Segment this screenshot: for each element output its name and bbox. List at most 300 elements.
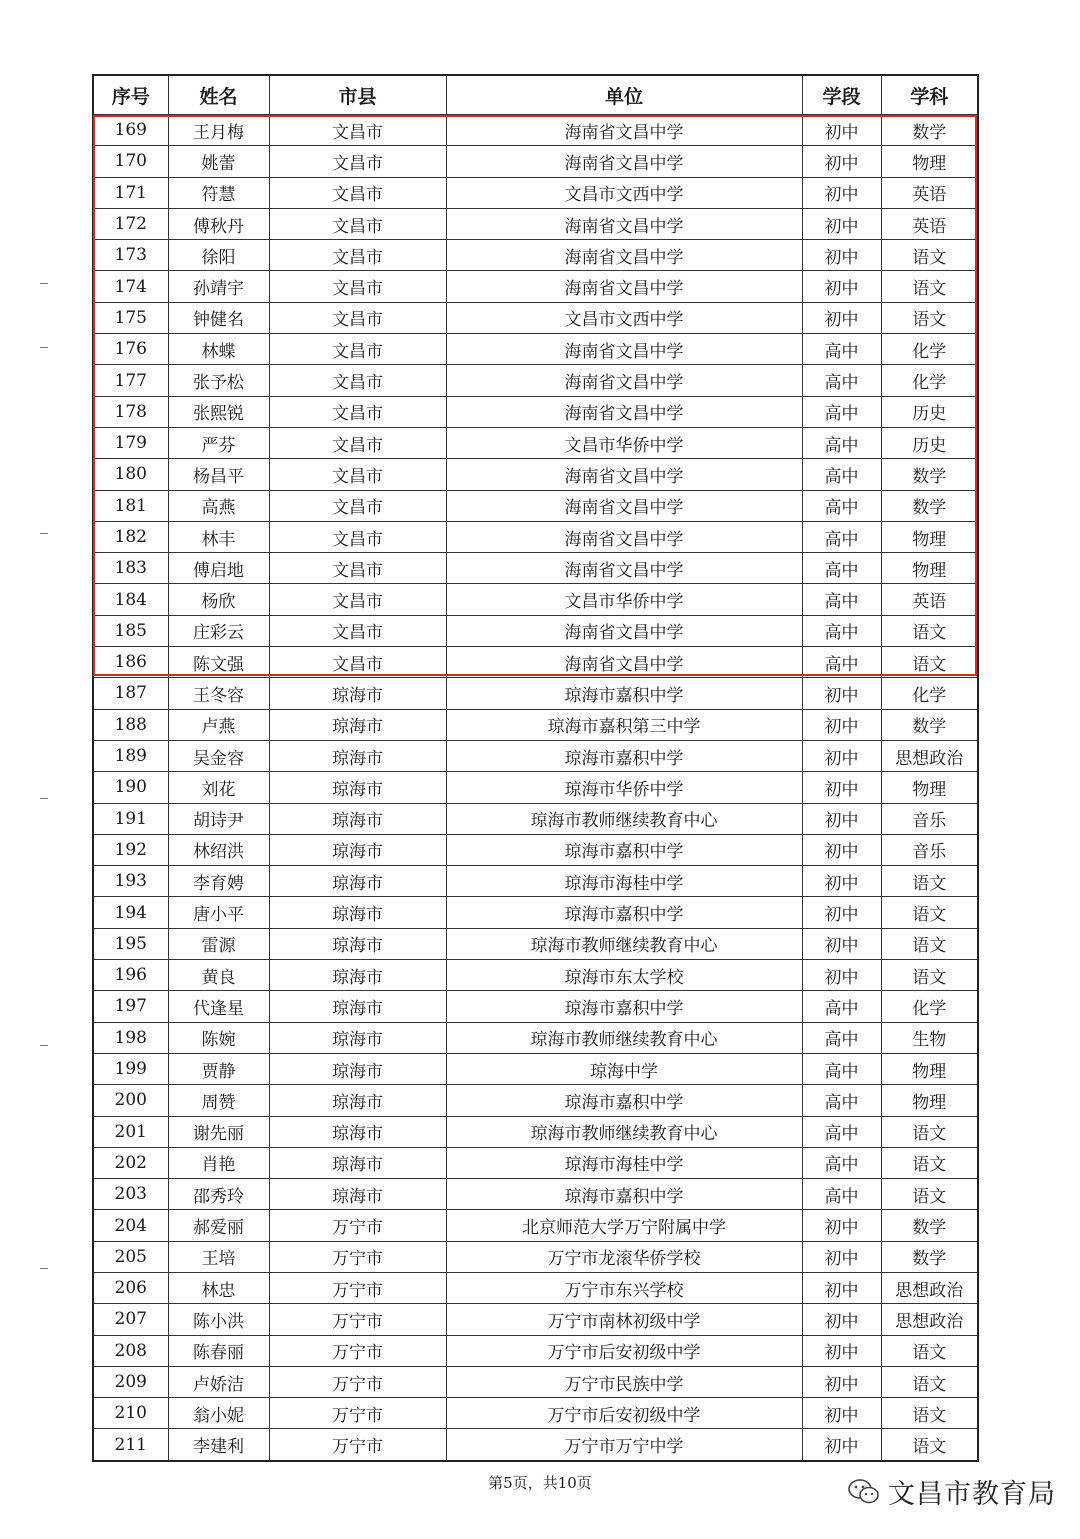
city-cell: 琼海市 <box>269 1116 446 1147</box>
table-row <box>93 1147 978 1178</box>
name-cell: 唐小平 <box>168 897 269 928</box>
unit-cell: 万宁市龙滚华侨学校 <box>446 1241 802 1272</box>
table-row <box>93 866 978 897</box>
subject-cell: 英语 <box>881 208 978 239</box>
stage-cell: 高中 <box>802 459 881 490</box>
unit-cell: 海南省文昌中学 <box>446 490 802 521</box>
table-row <box>93 772 978 803</box>
city-cell: 琼海市 <box>269 928 446 959</box>
stage-cell: 初中 <box>802 1304 881 1335</box>
page-number: 第5页，共10页 <box>488 1474 592 1492</box>
name-cell: 傅启地 <box>168 553 269 584</box>
name-cell: 庄彩云 <box>168 615 269 646</box>
city-cell: 琼海市 <box>269 897 446 928</box>
city-cell: 琼海市 <box>269 960 446 991</box>
subject-cell: 数学 <box>881 459 978 490</box>
stage-cell: 高中 <box>802 427 881 458</box>
stage-cell: 初中 <box>802 1429 881 1461</box>
unit-cell: 万宁市后安初级中学 <box>446 1398 802 1429</box>
city-cell: 万宁市 <box>269 1429 446 1461</box>
city-cell: 万宁市 <box>269 1272 446 1303</box>
unit-cell: 琼海市嘉积第三中学 <box>446 709 802 740</box>
serial-number-cell: 210 <box>93 1398 168 1429</box>
name-cell: 翁小妮 <box>168 1398 269 1429</box>
serial-number-cell: 202 <box>93 1147 168 1178</box>
unit-cell: 琼海市教师继续教育中心 <box>446 803 802 834</box>
subject-cell: 语文 <box>881 1147 978 1178</box>
table-row <box>93 240 978 271</box>
unit-cell: 琼海中学 <box>446 1053 802 1084</box>
subject-cell: 语文 <box>881 960 978 991</box>
unit-cell: 文昌市华侨中学 <box>446 584 802 615</box>
name-cell: 陈春丽 <box>168 1335 269 1366</box>
table-row <box>93 271 978 302</box>
subject-cell: 语文 <box>881 271 978 302</box>
header-cell: 单位 <box>446 75 802 115</box>
name-cell: 林蝶 <box>168 334 269 365</box>
subject-cell: 思想政治 <box>881 1272 978 1303</box>
name-cell: 傅秋丹 <box>168 208 269 239</box>
subject-cell: 数学 <box>881 115 978 146</box>
stage-cell: 初中 <box>802 271 881 302</box>
subject-cell: 物理 <box>881 772 978 803</box>
table-row <box>93 960 978 991</box>
unit-cell: 琼海市嘉积中学 <box>446 834 802 865</box>
serial-number-cell: 172 <box>93 208 168 239</box>
table-row <box>93 177 978 208</box>
subject-cell: 生物 <box>881 1022 978 1053</box>
serial-number-cell: 187 <box>93 678 168 709</box>
name-cell: 卢娇洁 <box>168 1366 269 1397</box>
table-row <box>93 615 978 646</box>
table-row <box>93 834 978 865</box>
unit-cell: 琼海市海桂中学 <box>446 1147 802 1178</box>
name-cell: 吴金容 <box>168 740 269 771</box>
subject-cell: 物理 <box>881 553 978 584</box>
stage-cell: 初中 <box>802 146 881 177</box>
city-cell: 琼海市 <box>269 678 446 709</box>
serial-number-cell: 192 <box>93 834 168 865</box>
name-cell: 雷源 <box>168 928 269 959</box>
unit-cell: 琼海市嘉积中学 <box>446 678 802 709</box>
name-cell: 刘花 <box>168 772 269 803</box>
unit-cell: 海南省文昌中学 <box>446 208 802 239</box>
subject-cell: 语文 <box>881 1366 978 1397</box>
table-row <box>93 678 978 709</box>
table-row <box>93 334 978 365</box>
serial-number-cell: 199 <box>93 1053 168 1084</box>
unit-cell: 琼海市海桂中学 <box>446 866 802 897</box>
unit-cell: 琼海市东太学校 <box>446 960 802 991</box>
table-row <box>93 1179 978 1210</box>
serial-number-cell: 195 <box>93 928 168 959</box>
stage-cell: 初中 <box>802 1210 881 1241</box>
city-cell: 万宁市 <box>269 1210 446 1241</box>
scan-mark <box>40 283 48 284</box>
subject-cell: 语文 <box>881 1116 978 1147</box>
city-cell: 万宁市 <box>269 1335 446 1366</box>
name-cell: 王培 <box>168 1241 269 1272</box>
city-cell: 万宁市 <box>269 1241 446 1272</box>
unit-cell: 文昌市文西中学 <box>446 177 802 208</box>
stage-cell: 高中 <box>802 553 881 584</box>
subject-cell: 音乐 <box>881 803 978 834</box>
city-cell: 文昌市 <box>269 427 446 458</box>
name-cell: 林丰 <box>168 521 269 552</box>
subject-cell: 思想政治 <box>881 740 978 771</box>
table-row <box>93 1304 978 1335</box>
name-cell: 周赞 <box>168 1085 269 1116</box>
subject-cell: 物理 <box>881 521 978 552</box>
stage-cell: 初中 <box>802 1335 881 1366</box>
stage-cell: 初中 <box>802 115 881 146</box>
subject-cell: 化学 <box>881 678 978 709</box>
stage-cell: 高中 <box>802 1085 881 1116</box>
table-row <box>93 1241 978 1272</box>
header-cell: 序号 <box>93 75 168 115</box>
stage-cell: 高中 <box>802 991 881 1022</box>
serial-number-cell: 177 <box>93 365 168 396</box>
unit-cell: 万宁市后安初级中学 <box>446 1335 802 1366</box>
subject-cell: 语文 <box>881 1179 978 1210</box>
stage-cell: 初中 <box>802 866 881 897</box>
table-row <box>93 1085 978 1116</box>
stage-cell: 初中 <box>802 177 881 208</box>
stage-cell: 高中 <box>802 396 881 427</box>
stage-cell: 初中 <box>802 897 881 928</box>
city-cell: 文昌市 <box>269 271 446 302</box>
wechat-icon <box>848 1478 880 1506</box>
table-row <box>93 396 978 427</box>
serial-number-cell: 186 <box>93 647 168 678</box>
city-cell: 文昌市 <box>269 459 446 490</box>
table-row <box>93 1210 978 1241</box>
table-row <box>93 208 978 239</box>
watermark-text: 文昌市教育局 <box>888 1479 1056 1510</box>
serial-number-cell: 179 <box>93 427 168 458</box>
name-cell: 钟健名 <box>168 302 269 333</box>
unit-cell: 琼海市教师继续教育中心 <box>446 1022 802 1053</box>
unit-cell: 海南省文昌中学 <box>446 396 802 427</box>
serial-number-cell: 170 <box>93 146 168 177</box>
table-row <box>93 1053 978 1084</box>
name-cell: 王月梅 <box>168 115 269 146</box>
table-row <box>93 365 978 396</box>
name-cell: 卢燕 <box>168 709 269 740</box>
stage-cell: 高中 <box>802 1179 881 1210</box>
name-cell: 陈婉 <box>168 1022 269 1053</box>
subject-cell: 语文 <box>881 866 978 897</box>
name-cell: 林忠 <box>168 1272 269 1303</box>
header-cell: 市县 <box>269 75 446 115</box>
header-cell: 姓名 <box>168 75 269 115</box>
table-row <box>93 115 978 146</box>
subject-cell: 历史 <box>881 427 978 458</box>
table-row <box>93 991 978 1022</box>
stage-cell: 高中 <box>802 615 881 646</box>
city-cell: 琼海市 <box>269 1179 446 1210</box>
unit-cell: 琼海市华侨中学 <box>446 772 802 803</box>
city-cell: 琼海市 <box>269 834 446 865</box>
serial-number-cell: 211 <box>93 1429 168 1461</box>
city-cell: 琼海市 <box>269 1147 446 1178</box>
serial-number-cell: 182 <box>93 521 168 552</box>
city-cell: 万宁市 <box>269 1366 446 1397</box>
table-row <box>93 1429 978 1461</box>
name-cell: 林绍洪 <box>168 834 269 865</box>
name-cell: 李育娉 <box>168 866 269 897</box>
stage-cell: 初中 <box>802 1272 881 1303</box>
subject-cell: 英语 <box>881 177 978 208</box>
stage-cell: 初中 <box>802 740 881 771</box>
table-row <box>93 709 978 740</box>
subject-cell: 语文 <box>881 302 978 333</box>
serial-number-cell: 174 <box>93 271 168 302</box>
unit-cell: 海南省文昌中学 <box>446 146 802 177</box>
serial-number-cell: 181 <box>93 490 168 521</box>
city-cell: 文昌市 <box>269 396 446 427</box>
serial-number-cell: 196 <box>93 960 168 991</box>
table-row <box>93 928 978 959</box>
scan-mark <box>40 533 48 534</box>
city-cell: 文昌市 <box>269 553 446 584</box>
stage-cell: 初中 <box>802 709 881 740</box>
name-cell: 肖艳 <box>168 1147 269 1178</box>
serial-number-cell: 173 <box>93 240 168 271</box>
city-cell: 文昌市 <box>269 177 446 208</box>
stage-cell: 初中 <box>802 960 881 991</box>
city-cell: 琼海市 <box>269 709 446 740</box>
stage-cell: 高中 <box>802 1116 881 1147</box>
table-row <box>93 427 978 458</box>
scan-mark <box>40 347 48 348</box>
serial-number-cell: 198 <box>93 1022 168 1053</box>
name-cell: 杨昌平 <box>168 459 269 490</box>
subject-cell: 物理 <box>881 1053 978 1084</box>
serial-number-cell: 209 <box>93 1366 168 1397</box>
unit-cell: 文昌市华侨中学 <box>446 427 802 458</box>
subject-cell: 物理 <box>881 146 978 177</box>
subject-cell: 数学 <box>881 709 978 740</box>
stage-cell: 初中 <box>802 772 881 803</box>
serial-number-cell: 206 <box>93 1272 168 1303</box>
stage-cell: 初中 <box>802 834 881 865</box>
city-cell: 琼海市 <box>269 803 446 834</box>
unit-cell: 海南省文昌中学 <box>446 365 802 396</box>
unit-cell: 万宁市东兴学校 <box>446 1272 802 1303</box>
stage-cell: 初中 <box>802 1398 881 1429</box>
subject-cell: 语文 <box>881 615 978 646</box>
serial-number-cell: 194 <box>93 897 168 928</box>
name-cell: 徐阳 <box>168 240 269 271</box>
table-body <box>93 115 978 1461</box>
city-cell: 万宁市 <box>269 1304 446 1335</box>
city-cell: 文昌市 <box>269 647 446 678</box>
name-cell: 陈文强 <box>168 647 269 678</box>
unit-cell: 海南省文昌中学 <box>446 615 802 646</box>
unit-cell: 海南省文昌中学 <box>446 647 802 678</box>
table-row <box>93 521 978 552</box>
subject-cell: 物理 <box>881 1085 978 1116</box>
city-cell: 文昌市 <box>269 334 446 365</box>
table-row <box>93 553 978 584</box>
subject-cell: 语文 <box>881 1335 978 1366</box>
serial-number-cell: 184 <box>93 584 168 615</box>
subject-cell: 数学 <box>881 1210 978 1241</box>
stage-cell: 初中 <box>802 240 881 271</box>
city-cell: 琼海市 <box>269 991 446 1022</box>
table-row <box>93 1116 978 1147</box>
stage-cell: 高中 <box>802 365 881 396</box>
stage-cell: 初中 <box>802 803 881 834</box>
serial-number-cell: 169 <box>93 115 168 146</box>
unit-cell: 万宁市万宁中学 <box>446 1429 802 1461</box>
name-cell: 王冬容 <box>168 678 269 709</box>
subject-cell: 语文 <box>881 1429 978 1461</box>
subject-cell: 历史 <box>881 396 978 427</box>
unit-cell: 琼海市嘉积中学 <box>446 1085 802 1116</box>
table-row <box>93 302 978 333</box>
name-cell: 胡诗尹 <box>168 803 269 834</box>
name-cell: 姚蕾 <box>168 146 269 177</box>
serial-number-cell: 188 <box>93 709 168 740</box>
serial-number-cell: 180 <box>93 459 168 490</box>
serial-number-cell: 178 <box>93 396 168 427</box>
unit-cell: 海南省文昌中学 <box>446 334 802 365</box>
city-cell: 琼海市 <box>269 1053 446 1084</box>
city-cell: 琼海市 <box>269 1085 446 1116</box>
unit-cell: 琼海市教师继续教育中心 <box>446 928 802 959</box>
table-row <box>93 1022 978 1053</box>
header-cell: 学科 <box>881 75 978 115</box>
city-cell: 文昌市 <box>269 115 446 146</box>
name-cell: 陈小洪 <box>168 1304 269 1335</box>
city-cell: 文昌市 <box>269 208 446 239</box>
name-cell: 高燕 <box>168 490 269 521</box>
city-cell: 琼海市 <box>269 772 446 803</box>
name-cell: 张熙锐 <box>168 396 269 427</box>
stage-cell: 初中 <box>802 208 881 239</box>
serial-number-cell: 203 <box>93 1179 168 1210</box>
name-cell: 严芬 <box>168 427 269 458</box>
serial-number-cell: 193 <box>93 866 168 897</box>
scan-mark <box>40 1268 48 1269</box>
subject-cell: 化学 <box>881 365 978 396</box>
header-cell: 学段 <box>802 75 881 115</box>
serial-number-cell: 171 <box>93 177 168 208</box>
serial-number-cell: 200 <box>93 1085 168 1116</box>
serial-number-cell: 197 <box>93 991 168 1022</box>
table-row <box>93 740 978 771</box>
unit-cell: 文昌市文西中学 <box>446 302 802 333</box>
stage-cell: 初中 <box>802 1366 881 1397</box>
unit-cell: 琼海市嘉积中学 <box>446 740 802 771</box>
stage-cell: 高中 <box>802 1147 881 1178</box>
stage-cell: 初中 <box>802 1241 881 1272</box>
serial-number-cell: 175 <box>93 302 168 333</box>
city-cell: 文昌市 <box>269 615 446 646</box>
serial-number-cell: 191 <box>93 803 168 834</box>
unit-cell: 海南省文昌中学 <box>446 271 802 302</box>
unit-cell: 海南省文昌中学 <box>446 553 802 584</box>
table-row <box>93 1366 978 1397</box>
city-cell: 文昌市 <box>269 365 446 396</box>
unit-cell: 万宁市南林初级中学 <box>446 1304 802 1335</box>
stage-cell: 高中 <box>802 647 881 678</box>
table-row <box>93 1335 978 1366</box>
serial-number-cell: 183 <box>93 553 168 584</box>
roster-table <box>92 74 979 1462</box>
name-cell: 代逢星 <box>168 991 269 1022</box>
stage-cell: 初中 <box>802 678 881 709</box>
name-cell: 黄良 <box>168 960 269 991</box>
scan-mark <box>40 1045 48 1046</box>
subject-cell: 英语 <box>881 584 978 615</box>
city-cell: 文昌市 <box>269 584 446 615</box>
name-cell: 郝爱丽 <box>168 1210 269 1241</box>
serial-number-cell: 204 <box>93 1210 168 1241</box>
table-row <box>93 146 978 177</box>
subject-cell: 化学 <box>881 334 978 365</box>
name-cell: 杨欣 <box>168 584 269 615</box>
name-cell: 李建利 <box>168 1429 269 1461</box>
city-cell: 文昌市 <box>269 521 446 552</box>
subject-cell: 数学 <box>881 1241 978 1272</box>
table-row <box>93 584 978 615</box>
name-cell: 谢先丽 <box>168 1116 269 1147</box>
subject-cell: 语文 <box>881 647 978 678</box>
stage-cell: 高中 <box>802 521 881 552</box>
subject-cell: 音乐 <box>881 834 978 865</box>
serial-number-cell: 190 <box>93 772 168 803</box>
table-row <box>93 1272 978 1303</box>
table-row <box>93 459 978 490</box>
unit-cell: 琼海市嘉积中学 <box>446 897 802 928</box>
serial-number-cell: 189 <box>93 740 168 771</box>
table-header-row <box>93 75 978 115</box>
city-cell: 文昌市 <box>269 302 446 333</box>
city-cell: 琼海市 <box>269 1022 446 1053</box>
city-cell: 琼海市 <box>269 740 446 771</box>
unit-cell: 琼海市嘉积中学 <box>446 1179 802 1210</box>
unit-cell: 琼海市教师继续教育中心 <box>446 1116 802 1147</box>
subject-cell: 化学 <box>881 991 978 1022</box>
table-row <box>93 647 978 678</box>
table-row <box>93 803 978 834</box>
name-cell: 孙靖宇 <box>168 271 269 302</box>
unit-cell: 北京师范大学万宁附属中学 <box>446 1210 802 1241</box>
city-cell: 文昌市 <box>269 146 446 177</box>
serial-number-cell: 205 <box>93 1241 168 1272</box>
unit-cell: 海南省文昌中学 <box>446 521 802 552</box>
subject-cell: 数学 <box>881 490 978 521</box>
serial-number-cell: 208 <box>93 1335 168 1366</box>
subject-cell: 语文 <box>881 897 978 928</box>
subject-cell: 思想政治 <box>881 1304 978 1335</box>
unit-cell: 海南省文昌中学 <box>446 240 802 271</box>
name-cell: 符慧 <box>168 177 269 208</box>
stage-cell: 高中 <box>802 334 881 365</box>
serial-number-cell: 176 <box>93 334 168 365</box>
stage-cell: 高中 <box>802 1053 881 1084</box>
serial-number-cell: 185 <box>93 615 168 646</box>
name-cell: 张予松 <box>168 365 269 396</box>
subject-cell: 语文 <box>881 240 978 271</box>
unit-cell: 万宁市民族中学 <box>446 1366 802 1397</box>
serial-number-cell: 207 <box>93 1304 168 1335</box>
unit-cell: 海南省文昌中学 <box>446 115 802 146</box>
city-cell: 文昌市 <box>269 240 446 271</box>
